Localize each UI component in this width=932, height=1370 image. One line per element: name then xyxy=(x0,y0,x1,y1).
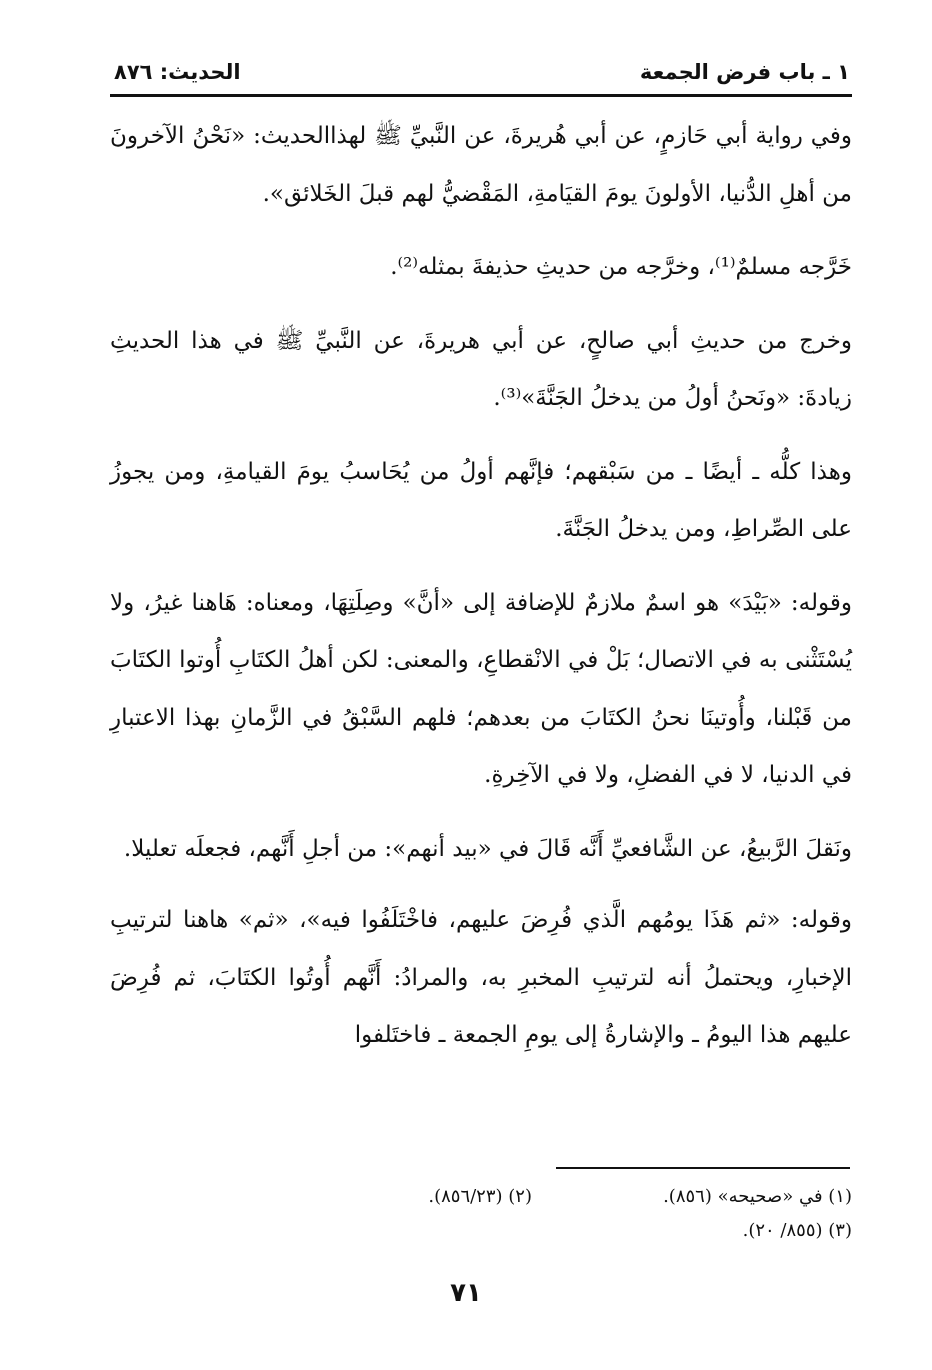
paragraph-6: ونَقلَ الرَّبيعُ، عن الشَّافعيِّ أَنَّه قَالَ في «بيد أنهم»: من أجلِ أَنَّهم، فجعلَه تعليلا. xyxy=(123,835,852,862)
footnote-3: (٣) (٨٥٥/ ٢٠). xyxy=(742,1220,852,1241)
footnote-row xyxy=(110,1214,852,1248)
chapter-title: ١ ـ باب فرض الجمعة xyxy=(639,60,850,84)
footnotes xyxy=(110,1180,852,1248)
footnote-2: (٢) (٨٥٦/٢٣). xyxy=(428,1186,532,1207)
hadith-number: الحديث: ٨٧٦ xyxy=(114,60,241,84)
footnote-row xyxy=(110,1180,852,1214)
paragraph-7: وقوله: «ثم هَذَا يومُهم الَّذي فُرِضَ عليهم، فاخْتَلَفُوا فيه»، «ثم» هاهنا لترتيبِ الإخبارِ، ويحتملُ أنه لترتيبِ المخبرِ به، والمرادُ: أَنَّهم أُوتُوا الكتَابَ، ثم فُرِضَ عليهم هذا اليومُ ـ والإشارةُ إلى يومِ الجمعة ـ فاختَلفوا xyxy=(110,907,852,1048)
paragraph-2: خَرَّجه مسلمٌ⁽¹⁾، وخرَّجه من حديثِ حذيفةَ بمثله⁽²⁾. xyxy=(390,254,852,280)
footnote-divider xyxy=(556,1167,850,1169)
footnote-1: (١) في «صحيحه» (٨٥٦). xyxy=(663,1186,852,1207)
paragraph-5: وقوله: «بَيْدَ» هو اسمٌ ملازمٌ للإضافة إلى «أنَّ» وصِلَتِهَا، ومعناه: هَاهنا غيرُ، ولا يُسْتَثْنى به في الاتصال؛ بَلْ في الانْقطاعِ، والمعنى: لكن أهلُ الكتَابِ أُوتوا الكتَابَ من قَبْلنا، وأُوتينَا نحنُ الكتَابَ من بعدهم؛ فلهم السَّبْقُ في الزَّمانِ بهذا الاعتبارِ في الدنيا، لا في الفضلِ، ولا في الآخِرةِ. xyxy=(110,589,852,788)
paragraph-1: وفي رواية أبي حَازمٍ، عن أبي هُريرةَ، عن النَّبيِّ ﷺ لهذاالحديث: «نَحْنُ الآخرونَ من أهلِ الدُّنيا، الأولونَ يومَ القيَامةِ، المَقْضيُّ لهم قبلَ الخَلائق». xyxy=(110,123,852,207)
page-number: ٧١ xyxy=(450,1278,482,1308)
running-header xyxy=(114,56,850,94)
paragraph-3: وخرج من حديثِ أبي صالحٍ، عن أبي هريرةَ، عن النَّبيِّ ﷺ في هذا الحديثِ زيادةَ: «ونَحنُ أولُ من يدخلُ الجَنَّةَ»⁽³⁾. xyxy=(110,327,852,411)
paragraph-4: وهذا كلُّه ـ أيضًا ـ من سَبْقهم؛ فإنَّهم أولُ من يُحَاسبُ يومَ القيامةِ، ومن يجوزُ على الصِّراطِ، ومن يدخلُ الجَنَّةَ. xyxy=(110,458,852,542)
header-divider xyxy=(110,94,852,97)
main-text xyxy=(110,108,852,1081)
